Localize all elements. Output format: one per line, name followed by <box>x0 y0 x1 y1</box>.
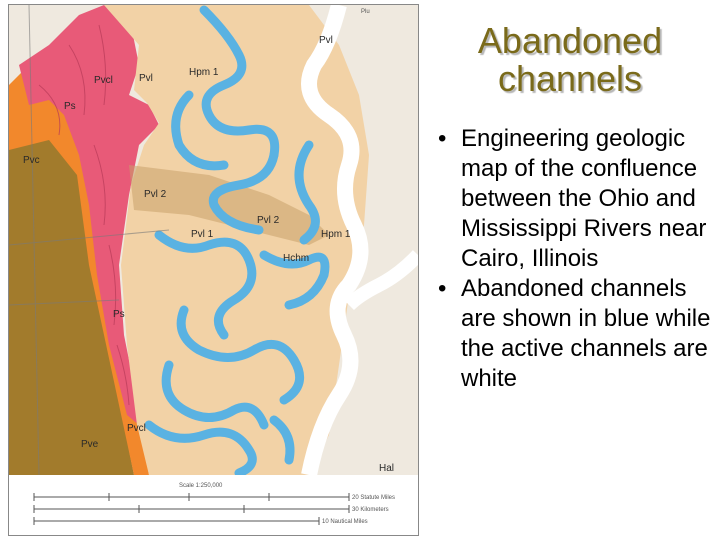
label-hpm1-b: Hpm 1 <box>321 229 351 240</box>
title-line-2: channels <box>497 58 643 99</box>
label-ps-a: Ps <box>64 101 76 112</box>
bullet-2: • Abandoned channels are shown in blue while the active channels are white <box>430 274 715 394</box>
label-pvcl-top: Pvcl <box>94 75 113 86</box>
label-hchm: Hchm <box>283 253 310 264</box>
label-pvl2-a: Pvl 2 <box>144 189 167 200</box>
label-hpm1-a: Hpm 1 <box>189 67 219 78</box>
map-drawing <box>9 5 418 535</box>
label-pvcl-b: Pvcl <box>127 423 146 434</box>
bullet-1: • Engineering geologic map of the confluence between the Ohio and Mississippi Rivers near Cairo, Illinois <box>430 124 715 274</box>
label-pvc: Pvc <box>23 155 40 166</box>
label-pvl2-b: Pvl 2 <box>257 215 280 226</box>
label-pvl-top: Pvl <box>319 35 333 46</box>
title-line-1: Abandoned <box>477 20 663 61</box>
label-pvl1: Pvl 1 <box>191 229 214 240</box>
geologic-map <box>8 4 419 536</box>
label-pve: Pve <box>81 439 99 450</box>
bullet-list <box>430 124 715 394</box>
scale-label: Scale 1:250,000 <box>179 483 223 489</box>
corner-label: Plu <box>361 9 370 15</box>
slide-title <box>440 22 700 98</box>
label-pvl-a: Pvl <box>139 73 153 84</box>
label-hal: Hal <box>379 463 395 474</box>
scale-text-3: 10 Nautical Miles <box>322 519 368 525</box>
scale-text-1: 20 Statute Miles <box>352 495 396 501</box>
scale-text-2: 30 Kilometers <box>352 507 389 513</box>
label-ps-b: Ps <box>113 309 125 320</box>
